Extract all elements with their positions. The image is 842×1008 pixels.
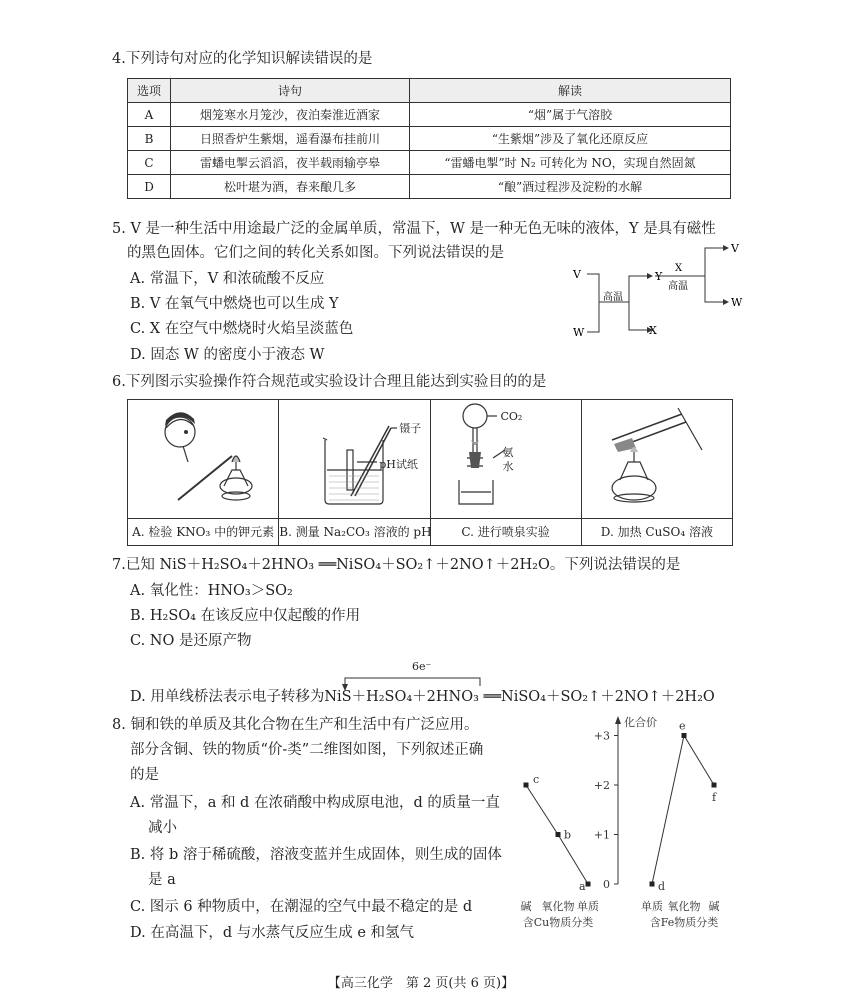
- caption-a: A. 检验 KNO₃ 中的钾元素: [128, 518, 278, 545]
- q8-stem-line3: 的是: [130, 767, 159, 783]
- q8-option-d: D. 在高温下，d 与水蒸气反应生成 e 和氢气: [130, 925, 415, 941]
- q7-stem: 7.已知 NiS＋H₂SO₄＋2HNO₃ ══NiSO₄＋SO₂↑＋2NO↑＋2H₂O。下列说法错误的是: [112, 557, 681, 573]
- point-label-c: c: [533, 773, 540, 786]
- ammonia-label-1: 氨: [502, 446, 514, 459]
- q8-option-a: A. 常温下，a 和 d 在浓硝酸中构成原电池，d 的质量一直: [130, 795, 500, 811]
- data-point: [586, 882, 591, 887]
- caption-c: C. 进行喷泉实验: [431, 518, 581, 545]
- q5-transformation-diagram: [565, 240, 745, 350]
- y-axis-arrow: [615, 716, 621, 724]
- q5-option-b: B. V 在氧气中燃烧也可以生成 Y: [130, 296, 339, 312]
- y-tick-label: +3: [593, 729, 610, 743]
- label-v: V: [573, 268, 581, 281]
- label-w-product: W: [731, 296, 743, 309]
- experiment-c: [431, 400, 582, 545]
- tweezers-label: 镊子: [399, 422, 422, 435]
- q8-option-b: B. 将 b 溶于稀硫酸，溶液变蓝并生成固体，则生成的固体: [130, 847, 502, 863]
- label-y: Y: [655, 270, 663, 283]
- ammonia-label-2: 水: [502, 460, 514, 473]
- row-interpretation: “酿”酒过程涉及淀粉的水解: [410, 175, 731, 199]
- q5-option-a: A. 常温下，V 和浓硫酸不反应: [130, 271, 325, 287]
- header-poem: 诗句: [171, 79, 410, 103]
- header-interpretation: 解读: [410, 79, 731, 103]
- point-label-b: b: [564, 828, 572, 842]
- label-x: X: [649, 324, 657, 337]
- heating-test-figure: [582, 400, 714, 518]
- q6-experiment-panel: [127, 399, 733, 546]
- q8-option-a-cont: 减小: [148, 820, 177, 836]
- label-x-reagent: X: [675, 263, 683, 274]
- q8-option-c: C. 图示 6 种物质中，在潮湿的空气中最不稳定的是 d: [130, 899, 473, 915]
- q6-stem: 6.下列图示实验操作符合规范或实验设计合理且能达到实验目的的是: [112, 374, 547, 390]
- group-label: 含Fe物质分类: [649, 916, 719, 929]
- row-option: C: [128, 151, 171, 175]
- label-w: W: [573, 326, 585, 339]
- data-point: [650, 882, 655, 887]
- fountain-test-figure: [431, 400, 549, 518]
- row-interpretation: “烟”属于气溶胶: [410, 103, 731, 127]
- flame-test-figure: [128, 400, 298, 518]
- point-label-d: d: [658, 880, 666, 893]
- row-poem: 日照香炉生紫烟，遥看瀑布挂前川: [171, 127, 410, 151]
- x-category-label: 单质: [577, 900, 599, 913]
- row-poem: 烟笼寒水月笼沙，夜泊秦淮近酒家: [171, 103, 410, 127]
- caption-d: D. 加热 CuSO₄ 溶液: [582, 518, 732, 545]
- x-category-label: 碱: [520, 900, 532, 913]
- q4-table: [127, 78, 731, 199]
- series-line: [652, 736, 714, 885]
- q4-stem: 4.下列诗句对应的化学知识解读错误的是: [112, 51, 373, 67]
- table-row: [128, 151, 731, 175]
- y-tick-label: +1: [593, 828, 610, 842]
- point-label-f: f: [712, 791, 717, 804]
- header-option: 选项: [128, 79, 171, 103]
- row-option: B: [128, 127, 171, 151]
- data-point: [524, 783, 529, 788]
- experiment-a: [128, 400, 279, 545]
- row-option: D: [128, 175, 171, 199]
- q7-option-b: B. H₂SO₄ 在该反应中仅起酸的作用: [130, 608, 361, 624]
- x-category-label: 氧化物: [667, 900, 701, 913]
- q8-option-b-cont: 是 a: [148, 872, 176, 888]
- y-tick-label: 0: [603, 878, 610, 891]
- row-option: A: [128, 103, 171, 127]
- page-footer: 【高三化学 第 2 页(共 6 页)】: [327, 976, 515, 991]
- co2-label: CO₂: [500, 410, 523, 423]
- row-poem: 雷蟠电掣云滔滔，夜半载雨输亭皋: [171, 151, 410, 175]
- point-label-a: a: [579, 880, 586, 893]
- row-poem: 松叶堪为酒，春来酿几多: [171, 175, 410, 199]
- q5-option-d: D. 固态 W 的密度小于液态 W: [130, 347, 325, 363]
- caption-b: B. 测量 Na₂CO₃ 溶液的 pH: [279, 518, 429, 545]
- x-category-label: 氧化物: [541, 900, 575, 913]
- label-high-temp-2: 高温: [668, 281, 688, 292]
- y-tick-label: +2: [593, 779, 610, 792]
- table-row: [128, 127, 731, 151]
- q5-stem-line2: 的黑色固体。它们之间的转化关系如图。下列说法错误的是: [127, 245, 504, 261]
- data-point: [556, 832, 561, 837]
- data-point: [682, 733, 687, 738]
- label-v-product: V: [731, 242, 739, 255]
- q8-stem-line1: 8. 铜和铁的单质及其化合物在生产和生活中有广泛应用。: [112, 717, 479, 733]
- group-label: 含Cu物质分类: [522, 916, 594, 929]
- experiment-b: [279, 400, 430, 545]
- q5-option-c: C. X 在空气中燃烧时火焰呈淡蓝色: [130, 321, 354, 337]
- y-axis-label: 化合价: [624, 716, 657, 729]
- row-interpretation: “生紫烟”涉及了氧化还原反应: [410, 127, 731, 151]
- q7-option-a: A. 氧化性：HNO₃＞SO₂: [130, 583, 293, 599]
- electron-count: 6e⁻: [412, 660, 432, 673]
- q5-stem-line1: 5. V 是一种生活中用途最广泛的金属单质，常温下，W 是一种无色无味的液体，Y 是具有磁性: [112, 221, 716, 237]
- table-row: [128, 103, 731, 127]
- x-category-label: 单质: [641, 900, 663, 913]
- row-interpretation: “雷蟠电掣”时 N₂ 可转化为 NO，实现自然固氮: [410, 151, 731, 175]
- label-high-temp: 高温: [603, 292, 623, 303]
- table-row: [128, 175, 731, 199]
- data-point: [712, 783, 717, 788]
- ph-paper-label: pH试纸: [379, 458, 418, 471]
- point-label-e: e: [679, 719, 686, 733]
- q7-option-c: C. NO 是还原产物: [130, 633, 252, 649]
- x-category-label: 碱: [708, 900, 720, 913]
- q8-stem-line2: 部分含铜、铁的物质“价-类”二维图如图，下列叙述正确: [130, 742, 484, 758]
- valence-class-chart: [500, 712, 740, 938]
- q7-option-d: D. 用单线桥法表示电子转移为NiS＋H₂SO₄＋2HNO₃ ══NiSO₄＋SO₂↑＋2NO↑＋2H₂O: [130, 689, 715, 705]
- experiment-d: [582, 400, 732, 545]
